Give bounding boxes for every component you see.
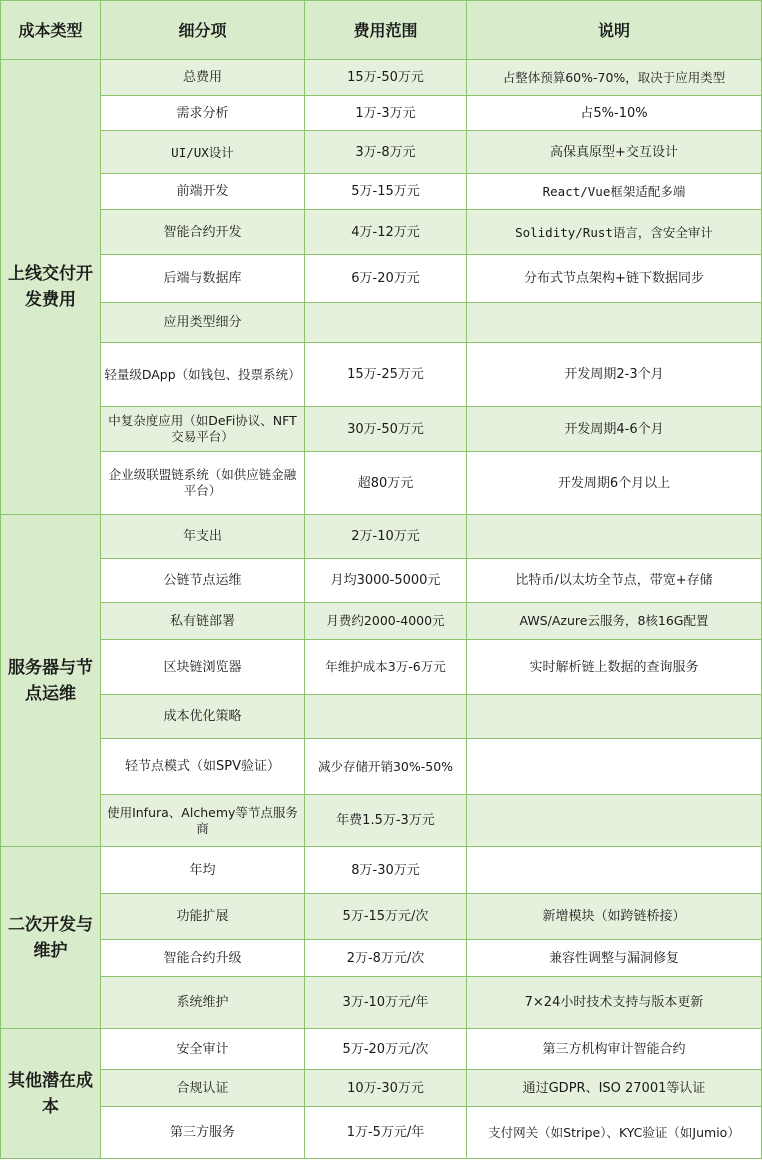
category-cell: 上线交付开发费用 [1,60,101,515]
table-row [1,739,762,795]
range-cell: 3万-8万元 [305,131,467,174]
item-cell: 功能扩展 [101,894,305,940]
range-cell: 10万-30万元 [305,1070,467,1107]
item-cell: 公链节点运维 [101,559,305,603]
range-cell: 5万-15万元/次 [305,894,467,940]
item-cell: 第三方服务 [101,1107,305,1159]
note-cell [467,847,762,894]
note-cell: React/Vue框架适配多端 [467,174,762,210]
table-row [1,343,762,407]
range-cell: 2万-8万元/次 [305,940,467,977]
note-cell: 新增模块（如跨链桥接） [467,894,762,940]
item-cell: 轻量级DApp（如钱包、投票系统） [101,343,305,407]
note-cell: 实时解析链上数据的查询服务 [467,640,762,695]
category-cell: 服务器与节点运维 [1,515,101,847]
item-cell: 区块链浏览器 [101,640,305,695]
item-cell: 合规认证 [101,1070,305,1107]
range-cell [305,303,467,343]
range-cell: 6万-20万元 [305,255,467,303]
note-cell [467,739,762,795]
range-cell: 月均3000-5000元 [305,559,467,603]
note-cell [467,303,762,343]
table-row [1,940,762,977]
table-row [1,131,762,174]
table-row [1,210,762,255]
item-cell: 安全审计 [101,1029,305,1070]
table-row [1,1107,762,1159]
note-cell: AWS/Azure云服务，8核16G配置 [467,603,762,640]
range-cell: 1万-3万元 [305,96,467,131]
item-cell: 前端开发 [101,174,305,210]
item-cell: 企业级联盟链系统（如供应链金融平台） [101,452,305,515]
table-row [1,695,762,739]
item-cell: 私有链部署 [101,603,305,640]
range-cell: 5万-20万元/次 [305,1029,467,1070]
table-row [1,60,762,96]
table-row [1,640,762,695]
item-cell: 应用类型细分 [101,303,305,343]
item-cell: 智能合约开发 [101,210,305,255]
range-cell: 5万-15万元 [305,174,467,210]
range-cell: 3万-10万元/年 [305,977,467,1029]
table-row [1,174,762,210]
range-cell: 1万-5万元/年 [305,1107,467,1159]
table-row [1,1029,762,1070]
table-row [1,1070,762,1107]
note-cell: 比特币/以太坊全节点，带宽+存储 [467,559,762,603]
range-cell: 30万-50万元 [305,407,467,452]
note-cell: 开发周期4-6个月 [467,407,762,452]
item-cell: 成本优化策略 [101,695,305,739]
header-note: 说明 [467,1,762,60]
item-cell: 需求分析 [101,96,305,131]
note-cell: 支付网关（如Stripe）、KYC验证（如Jumio） [467,1107,762,1159]
note-cell: 兼容性调整与漏洞修复 [467,940,762,977]
table-row [1,515,762,559]
note-cell: 高保真原型+交互设计 [467,131,762,174]
range-cell: 2万-10万元 [305,515,467,559]
range-cell: 15万-50万元 [305,60,467,96]
note-cell: 第三方机构审计智能合约 [467,1029,762,1070]
header-cost-type: 成本类型 [1,1,101,60]
table-row [1,847,762,894]
item-cell: 中复杂度应用（如DeFi协议、NFT交易平台） [101,407,305,452]
range-cell: 年费1.5万-3万元 [305,795,467,847]
table-row [1,96,762,131]
range-cell: 4万-12万元 [305,210,467,255]
item-cell: 智能合约升级 [101,940,305,977]
table-row [1,603,762,640]
note-cell: 开发周期2-3个月 [467,343,762,407]
table-row [1,303,762,343]
note-cell: 7×24小时技术支持与版本更新 [467,977,762,1029]
table-row [1,559,762,603]
item-cell: 系统维护 [101,977,305,1029]
item-cell: 年支出 [101,515,305,559]
note-cell: 开发周期6个月以上 [467,452,762,515]
note-cell [467,695,762,739]
range-cell [305,695,467,739]
category-cell: 其他潜在成本 [1,1029,101,1159]
range-cell: 年维护成本3万-6万元 [305,640,467,695]
table-row [1,255,762,303]
category-cell: 二次开发与维护 [1,847,101,1029]
item-cell: UI/UX设计 [101,131,305,174]
range-cell: 超80万元 [305,452,467,515]
item-cell: 使用Infura、Alchemy等节点服务商 [101,795,305,847]
note-cell: 通过GDPR、ISO 27001等认证 [467,1070,762,1107]
item-cell: 轻节点模式（如SPV验证） [101,739,305,795]
table-row [1,977,762,1029]
table-row [1,894,762,940]
item-cell: 年均 [101,847,305,894]
item-cell: 总费用 [101,60,305,96]
range-cell: 15万-25万元 [305,343,467,407]
header-item: 细分项 [101,1,305,60]
header-range: 费用范围 [305,1,467,60]
range-cell: 减少存储开销30%-50% [305,739,467,795]
item-cell: 后端与数据库 [101,255,305,303]
note-cell [467,795,762,847]
range-cell: 8万-30万元 [305,847,467,894]
note-cell [467,515,762,559]
table-row [1,407,762,452]
note-cell: 占整体预算60%-70%，取决于应用类型 [467,60,762,96]
note-cell: 分布式节点架构+链下数据同步 [467,255,762,303]
header-row [1,1,762,60]
note-cell: 占5%-10% [467,96,762,131]
table-row [1,452,762,515]
note-cell: Solidity/Rust语言，含安全审计 [467,210,762,255]
table-row [1,795,762,847]
range-cell: 月费约2000-4000元 [305,603,467,640]
